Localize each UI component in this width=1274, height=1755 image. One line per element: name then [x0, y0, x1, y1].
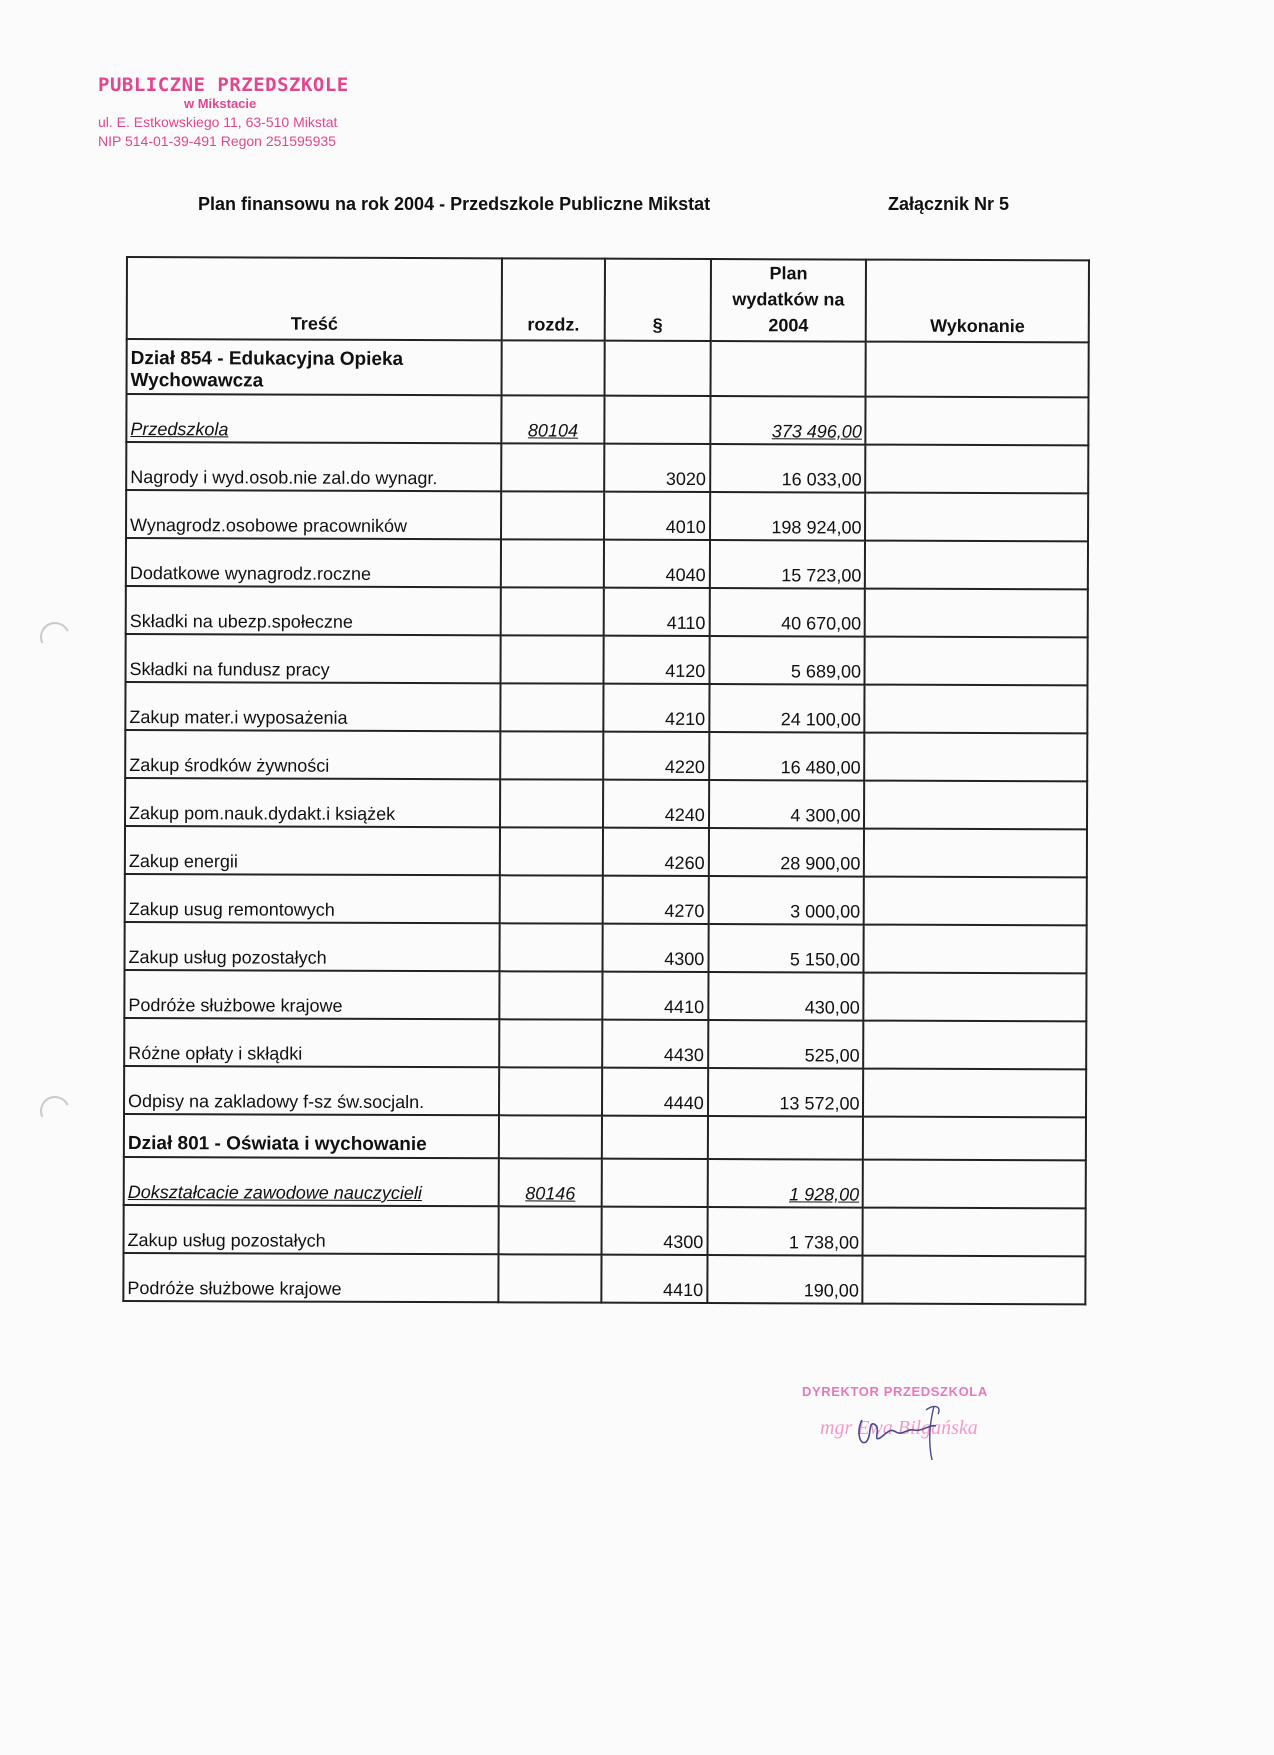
- row-rozdz: [499, 1067, 602, 1115]
- row-rozdz: [501, 491, 604, 539]
- financial-plan-table: [122, 256, 1090, 1305]
- stamp-line-2: w Mikstacie: [184, 96, 257, 111]
- row-paragraph: 4430: [602, 1020, 708, 1068]
- row-label: Podróże służbowe krajowe: [124, 970, 499, 1019]
- row-rozdz: [501, 635, 604, 683]
- director-signature-stamp: [802, 1384, 988, 1440]
- row-wykonanie: [864, 925, 1087, 974]
- row-plan-amount: 525,00: [708, 1020, 864, 1069]
- row-wykonanie: [866, 342, 1089, 398]
- institution-stamp: [98, 74, 349, 149]
- row-wykonanie: [865, 493, 1088, 542]
- table-row: [125, 826, 1087, 877]
- row-wykonanie: [865, 589, 1088, 638]
- row-rozdz: [501, 587, 604, 635]
- row-rozdz: [502, 340, 605, 395]
- row-paragraph: 4300: [602, 924, 708, 972]
- handwritten-signature: [850, 1402, 970, 1462]
- row-paragraph: 4300: [602, 1207, 708, 1255]
- row-plan-amount: 1 738,00: [707, 1207, 863, 1256]
- table-row: [125, 778, 1087, 829]
- row-wykonanie: [863, 1117, 1086, 1161]
- row-plan-amount: 13 572,00: [708, 1068, 864, 1117]
- row-rozdz: [500, 971, 603, 1019]
- header-plan-line-3: 2004: [768, 315, 809, 336]
- table-row: [126, 634, 1088, 685]
- row-plan-amount: [710, 341, 866, 397]
- table-row: [123, 1253, 1085, 1304]
- row-label: Dział 854 - Edukacyjna Opieka Wychowawcza: [127, 339, 502, 395]
- row-wykonanie: [864, 973, 1087, 1022]
- row-paragraph: 4220: [603, 732, 709, 780]
- row-plan-amount: [708, 1116, 864, 1160]
- row-plan-amount: 190,00: [707, 1255, 863, 1304]
- signature-role: DYREKTOR PRZEDSZKOLA: [802, 1384, 988, 1399]
- row-plan-amount: 16 033,00: [710, 444, 866, 493]
- table-row: [125, 730, 1087, 781]
- row-rozdz: [500, 875, 603, 923]
- row-paragraph: 3020: [604, 444, 710, 492]
- row-plan-amount: 24 100,00: [709, 684, 865, 733]
- row-rozdz: [499, 1019, 602, 1067]
- row-rozdz: 80146: [499, 1158, 602, 1206]
- header-plan-line-2: wydatków na: [732, 289, 845, 310]
- row-rozdz: [499, 1206, 602, 1254]
- row-plan-amount: 16 480,00: [709, 732, 865, 781]
- row-rozdz: [499, 1254, 602, 1302]
- table-row: [126, 442, 1088, 493]
- section-row: [127, 339, 1089, 397]
- row-label: Dokształcacie zawodowe nauczycieli: [124, 1157, 499, 1206]
- section-row: [124, 1114, 1086, 1160]
- row-paragraph: 4260: [603, 828, 709, 876]
- row-plan-amount: 5 150,00: [708, 924, 864, 973]
- annex-label: Załącznik Nr 5: [888, 194, 1010, 214]
- row-plan-amount: 430,00: [708, 972, 864, 1021]
- row-paragraph: [602, 1116, 708, 1159]
- row-wykonanie: [864, 1021, 1087, 1070]
- row-label: Odpisy na zakladowy f-sz św.socjaln.: [124, 1066, 499, 1115]
- row-paragraph: [604, 341, 710, 396]
- row-paragraph: [602, 1159, 708, 1207]
- stamp-address: ul. E. Estkowskiego 11, 63-510 Mikstat: [98, 114, 338, 130]
- row-label: Składki na ubezp.społeczne: [126, 586, 501, 635]
- row-plan-amount: 40 670,00: [709, 588, 865, 637]
- row-label: Dodatkowe wynagrodz.roczne: [126, 538, 501, 587]
- row-label: Różne opłaty i skłądki: [124, 1018, 499, 1067]
- row-plan-amount: 15 723,00: [710, 540, 866, 589]
- table-header-row: [127, 257, 1089, 342]
- row-paragraph: 4110: [604, 588, 710, 636]
- row-label: Nagrody i wyd.osob.nie zal.do wynagr.: [126, 442, 501, 491]
- table-row: [125, 874, 1087, 925]
- row-wykonanie: [866, 445, 1089, 494]
- document-title: Plan finansowu na rok 2004 - Przedszkole Publiczne Mikstat: [198, 194, 711, 214]
- row-label: Wynagrodz.osobowe pracowników: [126, 490, 501, 539]
- row-plan-amount: 5 689,00: [709, 636, 865, 685]
- row-wykonanie: [864, 877, 1087, 926]
- row-plan-amount: 4 300,00: [709, 780, 865, 829]
- row-plan-amount: 1 928,00: [707, 1159, 863, 1208]
- row-plan-amount: 28 900,00: [709, 828, 865, 877]
- row-paragraph: 4010: [604, 492, 710, 540]
- row-rozdz: [500, 779, 603, 827]
- row-label: Przedszkola: [126, 394, 501, 443]
- table-row: [126, 490, 1088, 541]
- subsection-row: [124, 1157, 1086, 1208]
- header-paragraph: §: [605, 259, 711, 341]
- signature-name: mgr Ewa Bilgańska: [820, 1417, 978, 1439]
- row-rozdz: 80104: [502, 395, 605, 443]
- row-label: Zakup mater.i wyposażenia: [125, 682, 500, 731]
- table-row: [126, 586, 1088, 637]
- row-label: Zakup usług pozostałych: [124, 1205, 499, 1254]
- row-paragraph: 4240: [603, 780, 709, 828]
- row-plan-amount: 373 496,00: [710, 396, 866, 445]
- row-wykonanie: [863, 1069, 1086, 1118]
- row-wykonanie: [866, 397, 1089, 446]
- row-plan-amount: 3 000,00: [708, 876, 864, 925]
- stamp-nip-regon: NIP 514-01-39-491 Regon 251595935: [98, 133, 336, 149]
- table-row: [124, 970, 1086, 1021]
- row-label: Podróże służbowe krajowe: [123, 1253, 498, 1302]
- row-wykonanie: [865, 685, 1088, 734]
- row-wykonanie: [863, 1256, 1086, 1305]
- row-label: Składki na fundusz pracy: [126, 634, 501, 683]
- row-wykonanie: [863, 1208, 1086, 1257]
- row-wykonanie: [865, 637, 1088, 686]
- stamp-line-1: PUBLICZNE PRZEDSZKOLE: [98, 74, 349, 96]
- table-row: [124, 1018, 1086, 1069]
- row-paragraph: 4210: [603, 684, 709, 732]
- subsection-row: [126, 394, 1088, 445]
- row-paragraph: 4440: [602, 1068, 708, 1116]
- row-label: Zakup usług pozostałych: [125, 922, 500, 971]
- row-paragraph: 4410: [602, 972, 708, 1020]
- row-rozdz: [500, 731, 603, 779]
- header-tresc: Treść: [127, 257, 502, 340]
- row-label: Dział 801 - Oświata i wychowanie: [124, 1114, 499, 1158]
- row-rozdz: [499, 1115, 602, 1158]
- row-wykonanie: [863, 1160, 1086, 1209]
- table-row: [125, 922, 1087, 973]
- header-plan: [710, 259, 866, 342]
- row-label: Zakup energii: [125, 826, 500, 875]
- row-paragraph: 4040: [604, 540, 710, 588]
- punch-hole-bottom: [36, 1092, 74, 1130]
- table-row: [124, 1205, 1086, 1256]
- table-row: [125, 682, 1087, 733]
- row-wykonanie: [864, 829, 1087, 878]
- header-plan-line-1: Plan: [769, 263, 808, 284]
- row-plan-amount: 198 924,00: [710, 492, 866, 541]
- row-label: Zakup pom.nauk.dydakt.i książek: [125, 778, 500, 827]
- row-paragraph: [604, 396, 710, 444]
- row-rozdz: [501, 539, 604, 587]
- table-row: [126, 538, 1088, 589]
- table-row: [124, 1066, 1086, 1117]
- row-paragraph: 4120: [603, 636, 709, 684]
- row-rozdz: [501, 443, 604, 491]
- row-wykonanie: [865, 541, 1088, 590]
- row-paragraph: 4410: [601, 1255, 707, 1303]
- punch-hole-top: [36, 618, 74, 656]
- row-rozdz: [500, 923, 603, 971]
- header-rozdz: rozdz.: [502, 258, 605, 340]
- row-label: Zakup środków żywności: [125, 730, 500, 779]
- row-label: Zakup usug remontowych: [125, 874, 500, 923]
- row-rozdz: [501, 683, 604, 731]
- header-wykonanie: Wykonanie: [866, 260, 1089, 343]
- row-rozdz: [500, 827, 603, 875]
- row-wykonanie: [865, 733, 1088, 782]
- row-wykonanie: [864, 781, 1087, 830]
- row-paragraph: 4270: [603, 876, 709, 924]
